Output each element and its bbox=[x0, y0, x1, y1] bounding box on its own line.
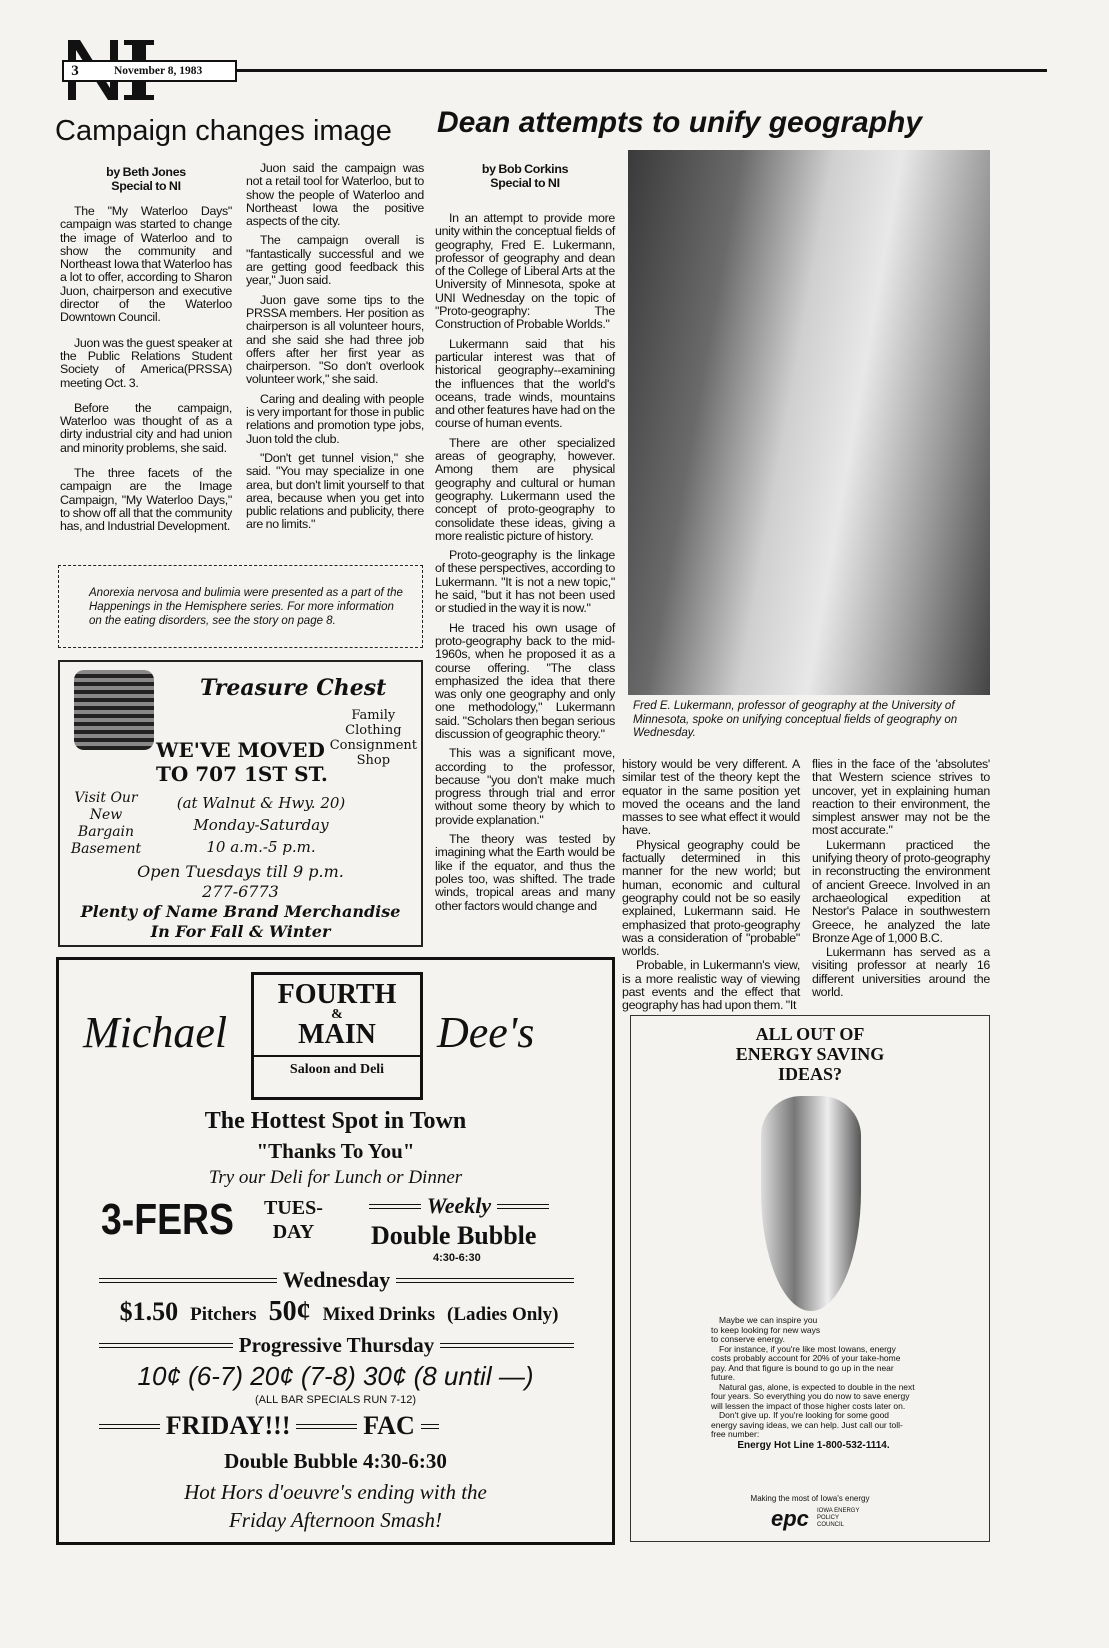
light-bulb-icon bbox=[761, 1096, 861, 1311]
story2-col1 bbox=[435, 162, 615, 919]
tuesday-hours: Open Tuesdays till 9 p.m. bbox=[137, 862, 344, 881]
energy-paragraph: Don't give up. If you're looking for some good energy saving ideas, we can help. Just call our toll-free number: bbox=[711, 1410, 903, 1439]
mixed-drinks: Mixed Drinks bbox=[322, 1304, 436, 1325]
tagline: Making the most of Iowa's energy bbox=[750, 1494, 870, 1503]
logo-text: MAIN bbox=[298, 1019, 376, 1050]
wednesday-specials bbox=[99, 1296, 579, 1331]
paragraph: Lukermann said that his particular interest was that of historical geography--examining the influences that the world's oceans, trade winds, mountains and other features have had on the course of human events. bbox=[435, 336, 615, 431]
headline-campaign: Campaign changes image bbox=[55, 115, 392, 147]
slogan: In For Fall & Winter bbox=[150, 922, 331, 941]
issue-date: November 8, 1983 bbox=[114, 65, 203, 77]
epc-logo: epc bbox=[771, 1506, 809, 1531]
ad-tagline bbox=[330, 708, 417, 768]
pitchers: Pitchers bbox=[190, 1304, 257, 1325]
hours-block bbox=[156, 792, 366, 858]
paragraph: Probable, in Lukermann's view, is a more realistic way of viewing past events and the effect that geography has had upon them. "It bbox=[622, 958, 800, 1013]
treasure-chest-icon bbox=[74, 670, 154, 750]
fourth-main-logo bbox=[251, 972, 423, 1100]
byline-sub: Special to NI bbox=[111, 179, 181, 193]
paragraph: This was a significant move, according to the professor, because "you don't make much progress through trial and error without some theory by which to provide explanation." bbox=[435, 746, 615, 827]
paragraph: The "My Waterloo Days" campaign was started to change the image of Waterloo and to show the community and Northeast Iowa that Waterloo has a lot to offer, according to Sharon Juon, chairperson and executive director of the Waterloo Downtown Council. bbox=[60, 204, 232, 325]
hours: 10 a.m.-5 p.m. bbox=[206, 838, 316, 856]
double-bubble: Double Bubble bbox=[371, 1221, 537, 1250]
tag-line: Clothing bbox=[345, 723, 402, 738]
paragraph: flies in the face of the 'absolutes' that Western science strives to uncover, yet in explaining human reaction to their environment, the simplest answer may not be the most accurate." bbox=[812, 757, 990, 838]
paragraph: Lukermann practiced the unifying theory of proto-geography in reconstructing the environment of ancient Greece. Involved in an archaeological expedition at Nestor's Palace in southwestern Greece, he analyzed the late Bronze Age of 1,000 B.C. bbox=[812, 837, 990, 945]
paragraph: Before the campaign, Waterloo was thought of as a dirty industrial city and had union and minority problems, she said. bbox=[60, 400, 232, 455]
story2-col3 bbox=[812, 758, 990, 1005]
story1-col2 bbox=[246, 162, 424, 538]
drink-price: 50¢ bbox=[268, 1296, 311, 1327]
ladies-only: (Ladies Only) bbox=[447, 1304, 559, 1325]
friday bbox=[99, 1410, 439, 1442]
side-line: Visit Our bbox=[74, 790, 138, 806]
wednesday bbox=[99, 1266, 574, 1294]
paragraph: There are other specialized areas of geography, however. Among them are physical geography and cultural or human geography. Lukermann used the concept of proto-geography to consolidate these ideas, giving a more realistic picture of history. bbox=[435, 435, 615, 543]
paragraph: Juon gave some tips to the PRSSA members. Her position as chairperson is all volunteer hours, and she said she had three job offers after her first year as chairperson. "So don't overlook volunteer work," she said. bbox=[246, 292, 424, 387]
paragraph: history would be very different. A similar test of the theory kept the equator in the same position yet moved the oceans and the land masses to see what effect it would have. bbox=[622, 757, 800, 838]
paragraph: The campaign overall is "fantastically successful and we are getting good feedback this year," Juon said. bbox=[246, 233, 424, 288]
energy-paragraph: Maybe we can inspire you to keep looking for new ways to conserve energy. bbox=[711, 1315, 821, 1344]
phone: 277-6773 bbox=[202, 882, 279, 901]
moved-notice bbox=[156, 738, 328, 786]
date-box bbox=[62, 60, 237, 82]
side-line: Bargain bbox=[77, 824, 135, 840]
paragraph: In an attempt to provide more unity within the conceptual fields of geography, Fred E. Lukermann, professor of geography and dean of the College of Liberal Arts at the University of Minnesota, spoke at UNI Wednesday on the topic of "Proto-geography: The Construction of Probable Worlds." bbox=[435, 211, 615, 332]
logo-text: Saloon and Deli bbox=[254, 1055, 420, 1079]
friday-double: Double Bubble 4:30-6:30 bbox=[224, 1449, 447, 1473]
fac-text: FAC bbox=[363, 1411, 415, 1440]
header-rule bbox=[237, 69, 1047, 72]
head-line: ENERGY SAVING bbox=[735, 1044, 885, 1064]
address-line: TO 707 1ST ST. bbox=[156, 762, 328, 786]
extra-block bbox=[60, 862, 421, 942]
byline: by Beth Jones bbox=[106, 165, 186, 179]
logo-text: FOURTH bbox=[277, 979, 397, 1010]
tag-line: Family bbox=[351, 708, 396, 723]
tag-line: Consignment bbox=[329, 738, 417, 753]
days: Monday-Saturday bbox=[193, 816, 329, 834]
progressive bbox=[99, 1332, 574, 1358]
ad-right-name: Dee's bbox=[437, 1008, 535, 1057]
head-line: IDEAS? bbox=[777, 1064, 843, 1084]
council-name: IOWA ENERGY POLICY COUNCIL bbox=[817, 1508, 860, 1528]
ad-energy bbox=[630, 1015, 990, 1542]
bargain-note bbox=[64, 790, 148, 858]
cross-street: (at Walnut & Hwy. 20) bbox=[176, 794, 346, 812]
paragraph: Lukermann has served as a visiting professor at nearly 16 different universities around the world. bbox=[812, 945, 990, 1000]
tuesday bbox=[264, 1196, 323, 1244]
wednesday-text: Wednesday bbox=[282, 1267, 391, 1292]
ad-michael-dees bbox=[56, 957, 615, 1545]
hot-line: Hot Hors d'oeuvre's ending with the bbox=[184, 1480, 487, 1504]
weekly-text: Weekly bbox=[426, 1193, 492, 1218]
thursday-prices: 10¢ (6-7) 20¢ (7-8) 30¢ (8 until —) bbox=[137, 1361, 534, 1391]
paragraph: Juon was the guest speaker at the Public Relations Student Society of America(PRSSA) meeting Oct. 3. bbox=[60, 335, 232, 390]
photo-caption: Fred E. Lukermann, professor of geography at the University of Minnesota, spoke on unifying conceptual fields of geography on Wednesday. bbox=[633, 700, 958, 739]
paragraph: He traced his own usage of proto-geography back to the mid-1960s, when he proposed it as a course offering. "The class emphasized the idea that there was only one geography and only one methodology," Lukermann said. "Scholars then began serious discussion of geographic theory." bbox=[435, 620, 615, 741]
energy-body bbox=[711, 1316, 916, 1452]
energy-paragraph: For instance, if you're like most Iowans, energy costs probably account for 20% of your take-home pay. And that figure is bound to go up in the near future. bbox=[711, 1343, 901, 1382]
ad-name: Treasure Chest bbox=[200, 675, 387, 701]
paragraph: Juon said the campaign was not a retail tool for Waterloo, but to show the people of Waterloo and Northeast Iowa the positive aspects of the city. bbox=[246, 161, 424, 229]
paragraph: The three facets of the campaign are the Image Campaign, "My Waterloo Days," to show off all that the community has, and Industrial Development. bbox=[60, 466, 232, 534]
side-line: New bbox=[89, 807, 123, 823]
side-line: Basement bbox=[70, 841, 142, 857]
three-fers: 3-FERS bbox=[101, 1195, 235, 1244]
paragraph: Proto-geography is the linkage of these perspectives, according to Lukermann. "It is not a new topic," he said, "but it has not been used or studied in the way it is now." bbox=[435, 548, 615, 616]
slogan: Plenty of Name Brand Merchandise bbox=[80, 902, 401, 921]
logo-text: & bbox=[331, 1007, 343, 1022]
headline-dean: Dean attempts to unify geography bbox=[437, 106, 923, 139]
paragraph: The theory was tested by imagining what the Earth would be like if the equator, and thus the poles too, was shifted. The trade winds, tropical areas and many other factors would change and bbox=[435, 832, 615, 913]
byline: by Bob Corkins bbox=[481, 162, 569, 176]
paragraph: Caring and dealing with people is very important for those in public relations and promotion type jobs, Juon told the club. bbox=[246, 391, 424, 446]
story1-col1 bbox=[60, 165, 232, 540]
paragraph: Physical geography could be factually determined in this manner for the new world; but human, economic and cultural geography could not be so easily explained, Lukermann said. He emphasized that proto-geography was a consideration of "probable" worlds. bbox=[622, 837, 800, 959]
hotline: Energy Hot Line 1-800-532-1114. bbox=[737, 1439, 890, 1451]
tue-line: DAY bbox=[272, 1221, 315, 1243]
double-time: 4:30-6:30 bbox=[433, 1252, 481, 1264]
story2-col2 bbox=[622, 758, 800, 1019]
deli: Try our Deli for Lunch or Dinner bbox=[208, 1167, 463, 1188]
notice-box bbox=[58, 565, 423, 648]
hors-doeuvres bbox=[59, 1478, 612, 1534]
hot-line: Friday Afternoon Smash! bbox=[228, 1508, 443, 1532]
paragraph: "Don't get tunnel vision," she said. "You may specialize in one area, but don't limit yourself to that area, because when you get into public relations and publicity, there are no limits." bbox=[246, 450, 424, 532]
moved-line: WE'VE MOVED bbox=[156, 738, 325, 762]
byline-sub: Special to NI bbox=[490, 176, 560, 190]
head-line: ALL OUT OF bbox=[755, 1024, 865, 1044]
thanks: "Thanks To You" bbox=[256, 1139, 415, 1163]
notice-text: Anorexia nervosa and bulimia were presented as a part of the Happenings in the Hemisphere series. For more information on the eating disorders, see the story on page 8. bbox=[89, 587, 403, 627]
ad-left-name: Michael bbox=[83, 1008, 228, 1057]
friday-text: FRIDAY!!! bbox=[165, 1411, 291, 1440]
tue-line: TUES- bbox=[264, 1197, 323, 1219]
tag-line: Shop bbox=[356, 753, 391, 768]
progressive-text: Progressive Thursday bbox=[238, 1333, 435, 1357]
energy-paragraph: Natural gas, alone, is expected to double in the next four years. So everything you do now to save energy will lessen the impact of those higher costs later on. bbox=[711, 1381, 915, 1411]
pitcher-price: $1.50 bbox=[119, 1297, 179, 1326]
all-bar-note: (ALL BAR SPECIALS RUN 7-12) bbox=[255, 1394, 416, 1406]
photo-lukermann bbox=[628, 150, 990, 695]
ad-treasure-chest bbox=[58, 660, 423, 947]
hottest: The Hottest Spot in Town bbox=[204, 1108, 467, 1134]
energy-headline bbox=[631, 1024, 989, 1084]
page-number: 3 bbox=[71, 62, 79, 79]
weekly bbox=[369, 1192, 549, 1220]
